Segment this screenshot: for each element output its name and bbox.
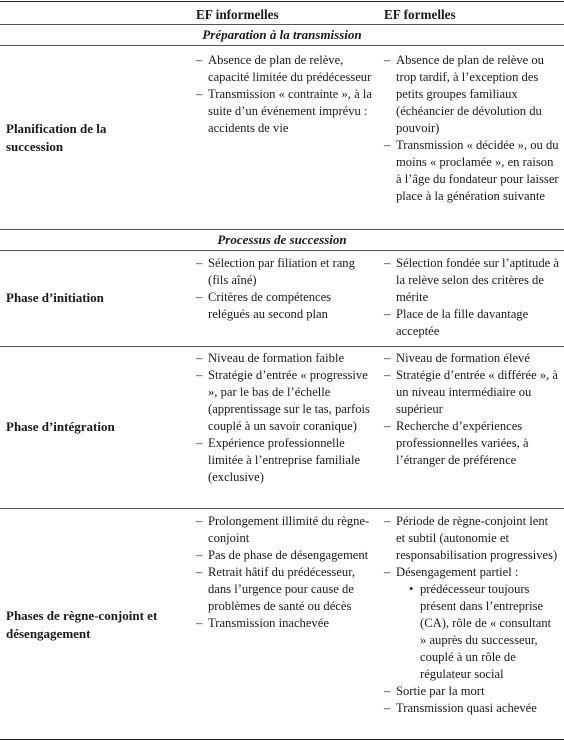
list-item-text: Désengagement partiel : xyxy=(396,565,519,579)
section-title: Processus de succession xyxy=(217,232,347,247)
row-label: Phases de règne-conjoint et désengagement xyxy=(6,608,158,641)
column-header-informal: EF informelles xyxy=(196,7,279,22)
list-item: – Stratégie d’entrée « différée », à un niveau intermédiaire ou supérieur xyxy=(384,367,560,418)
sub-list-item: • prédécesseur toujours présent dans l’entreprise (CA), rôle de « consultant » auprès du successeur, couplé à un rôle de régulateur social xyxy=(408,581,560,683)
list-item: – Transmission quasi achevée xyxy=(384,700,560,717)
list-item: – Absence de plan de relève, capacité limitée du prédécesseur xyxy=(196,52,372,86)
list-item: – Recherche d’expériences professionnelles variées, à l’étranger de préférence xyxy=(384,418,560,469)
formal-cell xyxy=(384,513,560,717)
column-header-formal: EF formelles xyxy=(384,7,456,22)
row-rule xyxy=(0,346,564,347)
list-item: – Sélection fondée sur l’aptitude à la relève selon des critères de mérite xyxy=(384,255,560,306)
list-item: – Critères de compétences relégués au second plan xyxy=(196,289,372,323)
list-item: – Transmission inachevée xyxy=(196,615,372,632)
row-rule xyxy=(0,508,564,509)
list-item: – Niveau de formation élevé xyxy=(384,350,560,367)
section-rule xyxy=(0,250,564,251)
table-bottom-rule xyxy=(0,739,564,740)
informal-cell xyxy=(196,513,372,632)
list-item: – Transmission « décidée », ou du moins « proclamée », en raison à l’âge du fondateur pour laisser place à la génération suivante xyxy=(384,137,560,205)
list-item: – Sortie par la mort xyxy=(384,683,560,700)
section-rule xyxy=(0,45,564,46)
informal-cell xyxy=(196,350,372,486)
informal-cell xyxy=(196,52,372,137)
informal-cell xyxy=(196,255,372,323)
formal-cell xyxy=(384,350,560,469)
list-item: – Niveau de formation faible xyxy=(196,350,372,367)
table-top-rule xyxy=(0,1,564,2)
formal-cell xyxy=(384,52,560,205)
row-label: Phase d’initiation xyxy=(6,290,104,305)
header-rule xyxy=(0,24,564,25)
list-item: – Pas de phase de désengagement xyxy=(196,547,372,564)
list-item: – Sélection par filiation et rang (fils aîné) xyxy=(196,255,372,289)
list-item xyxy=(384,564,560,683)
row-label: Phase d’intégration xyxy=(6,419,115,434)
row-label: Planification de la succession xyxy=(6,121,107,154)
formal-cell xyxy=(384,255,560,340)
list-item: – Absence de plan de relève ou trop tardif, à l’exception des petits groupes familiaux (échéancier de dévolution du pouvoir) xyxy=(384,52,560,137)
list-item: – Expérience professionnelle limitée à l’entreprise familiale (exclusive) xyxy=(196,435,372,486)
section-title: Préparation à la transmission xyxy=(202,27,362,42)
list-item: – Transmission « contrainte », à la suite d’un événement imprévu : accidents de vie xyxy=(196,86,372,137)
list-item: – Période de règne-conjoint lent et subtil (autonomie et responsabilisation progressives) xyxy=(384,513,560,564)
list-item: – Prolongement illimité du règne-conjoint xyxy=(196,513,372,547)
list-item: – Stratégie d’entrée « progressive », par le bas de l’échelle (apprentissage sur le tas, parfois couplé à un savoir coranique) xyxy=(196,367,372,435)
list-item: – Place de la fille davantage acceptée xyxy=(384,306,560,340)
list-item: – Retrait hâtif du prédécesseur, dans l’urgence pour cause de problèmes de santé ou décès xyxy=(196,564,372,615)
row-rule xyxy=(0,229,564,230)
